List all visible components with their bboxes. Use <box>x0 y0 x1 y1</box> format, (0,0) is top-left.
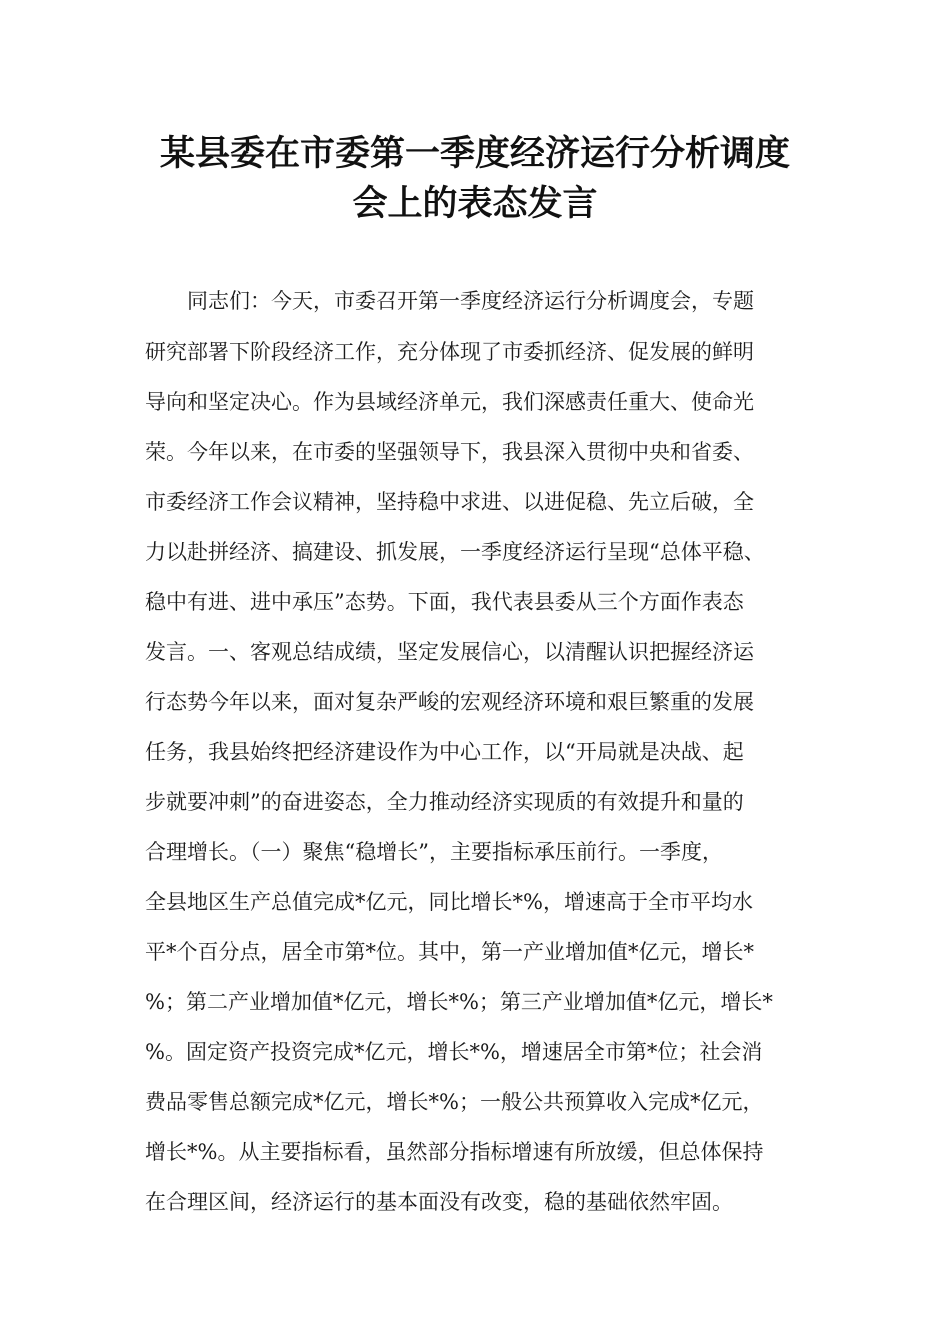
body-line: 平*个百分点，居全市第*位。其中，第一产业增加值*亿元，增长* <box>145 940 754 964</box>
body-line: %。固定资产投资完成*亿元，增长*%，增速居全市第*位；社会消 <box>145 1040 763 1064</box>
body-line: 荣。今年以来，在市委的坚强领导下，我县深入贯彻中央和省委、 <box>145 440 754 464</box>
body-line: 增长*%。从主要指标看，虽然部分指标增速有所放缓，但总体保持 <box>145 1140 764 1164</box>
document-title-line-1: 某县委在市委第一季度经济运行分析调度 <box>159 134 790 174</box>
body-line: %；第二产业增加值*亿元，增长*%；第三产业增加值*亿元，增长* <box>145 990 773 1014</box>
body-line: 市委经济工作会议精神，坚持稳中求进、以进促稳、先立后破，全 <box>145 490 754 514</box>
body-line: 稳中有进、进中承压”态势。下面，我代表县委从三个方面作表态 <box>145 590 744 614</box>
body-line: 同志们：今天，市委召开第一季度经济运行分析调度会，专题 <box>145 289 754 313</box>
body-line: 行态势今年以来，面对复杂严峻的宏观经济环境和艰巨繁重的发展 <box>145 690 754 714</box>
document-title-line-2: 会上的表态发言 <box>352 184 598 224</box>
body-line: 在合理区间，经济运行的基本面没有改变，稳的基础依然牢固。 <box>145 1190 733 1214</box>
body-line: 发言。一、客观总结成绩，坚定发展信心，以清醒认识把握经济运 <box>145 640 754 664</box>
body-line: 任务，我县始终把经济建设作为中心工作，以“开局就是决战、起 <box>145 740 744 764</box>
body-line: 全县地区生产总值完成*亿元，同比增长*%，增速高于全市平均水 <box>145 890 753 914</box>
body-line: 导向和坚定决心。作为县域经济单元，我们深感责任重大、使命光 <box>145 390 754 414</box>
body-line: 合理增长。（一）聚焦“稳增长”，主要指标承压前行。一季度， <box>145 840 723 864</box>
body-line: 研究部署下阶段经济工作，充分体现了市委抓经济、促发展的鲜明 <box>145 340 754 364</box>
body-line: 步就要冲刺”的奋进姿态，全力推动经济实现质的有效提升和量的 <box>145 790 744 814</box>
body-line: 力以赴拼经济、搞建设、抓发展，一季度经济运行呈现“总体平稳、 <box>145 540 765 564</box>
body-line: 费品零售总额完成*亿元，增长*%；一般公共预算收入完成*亿元， <box>145 1090 764 1114</box>
